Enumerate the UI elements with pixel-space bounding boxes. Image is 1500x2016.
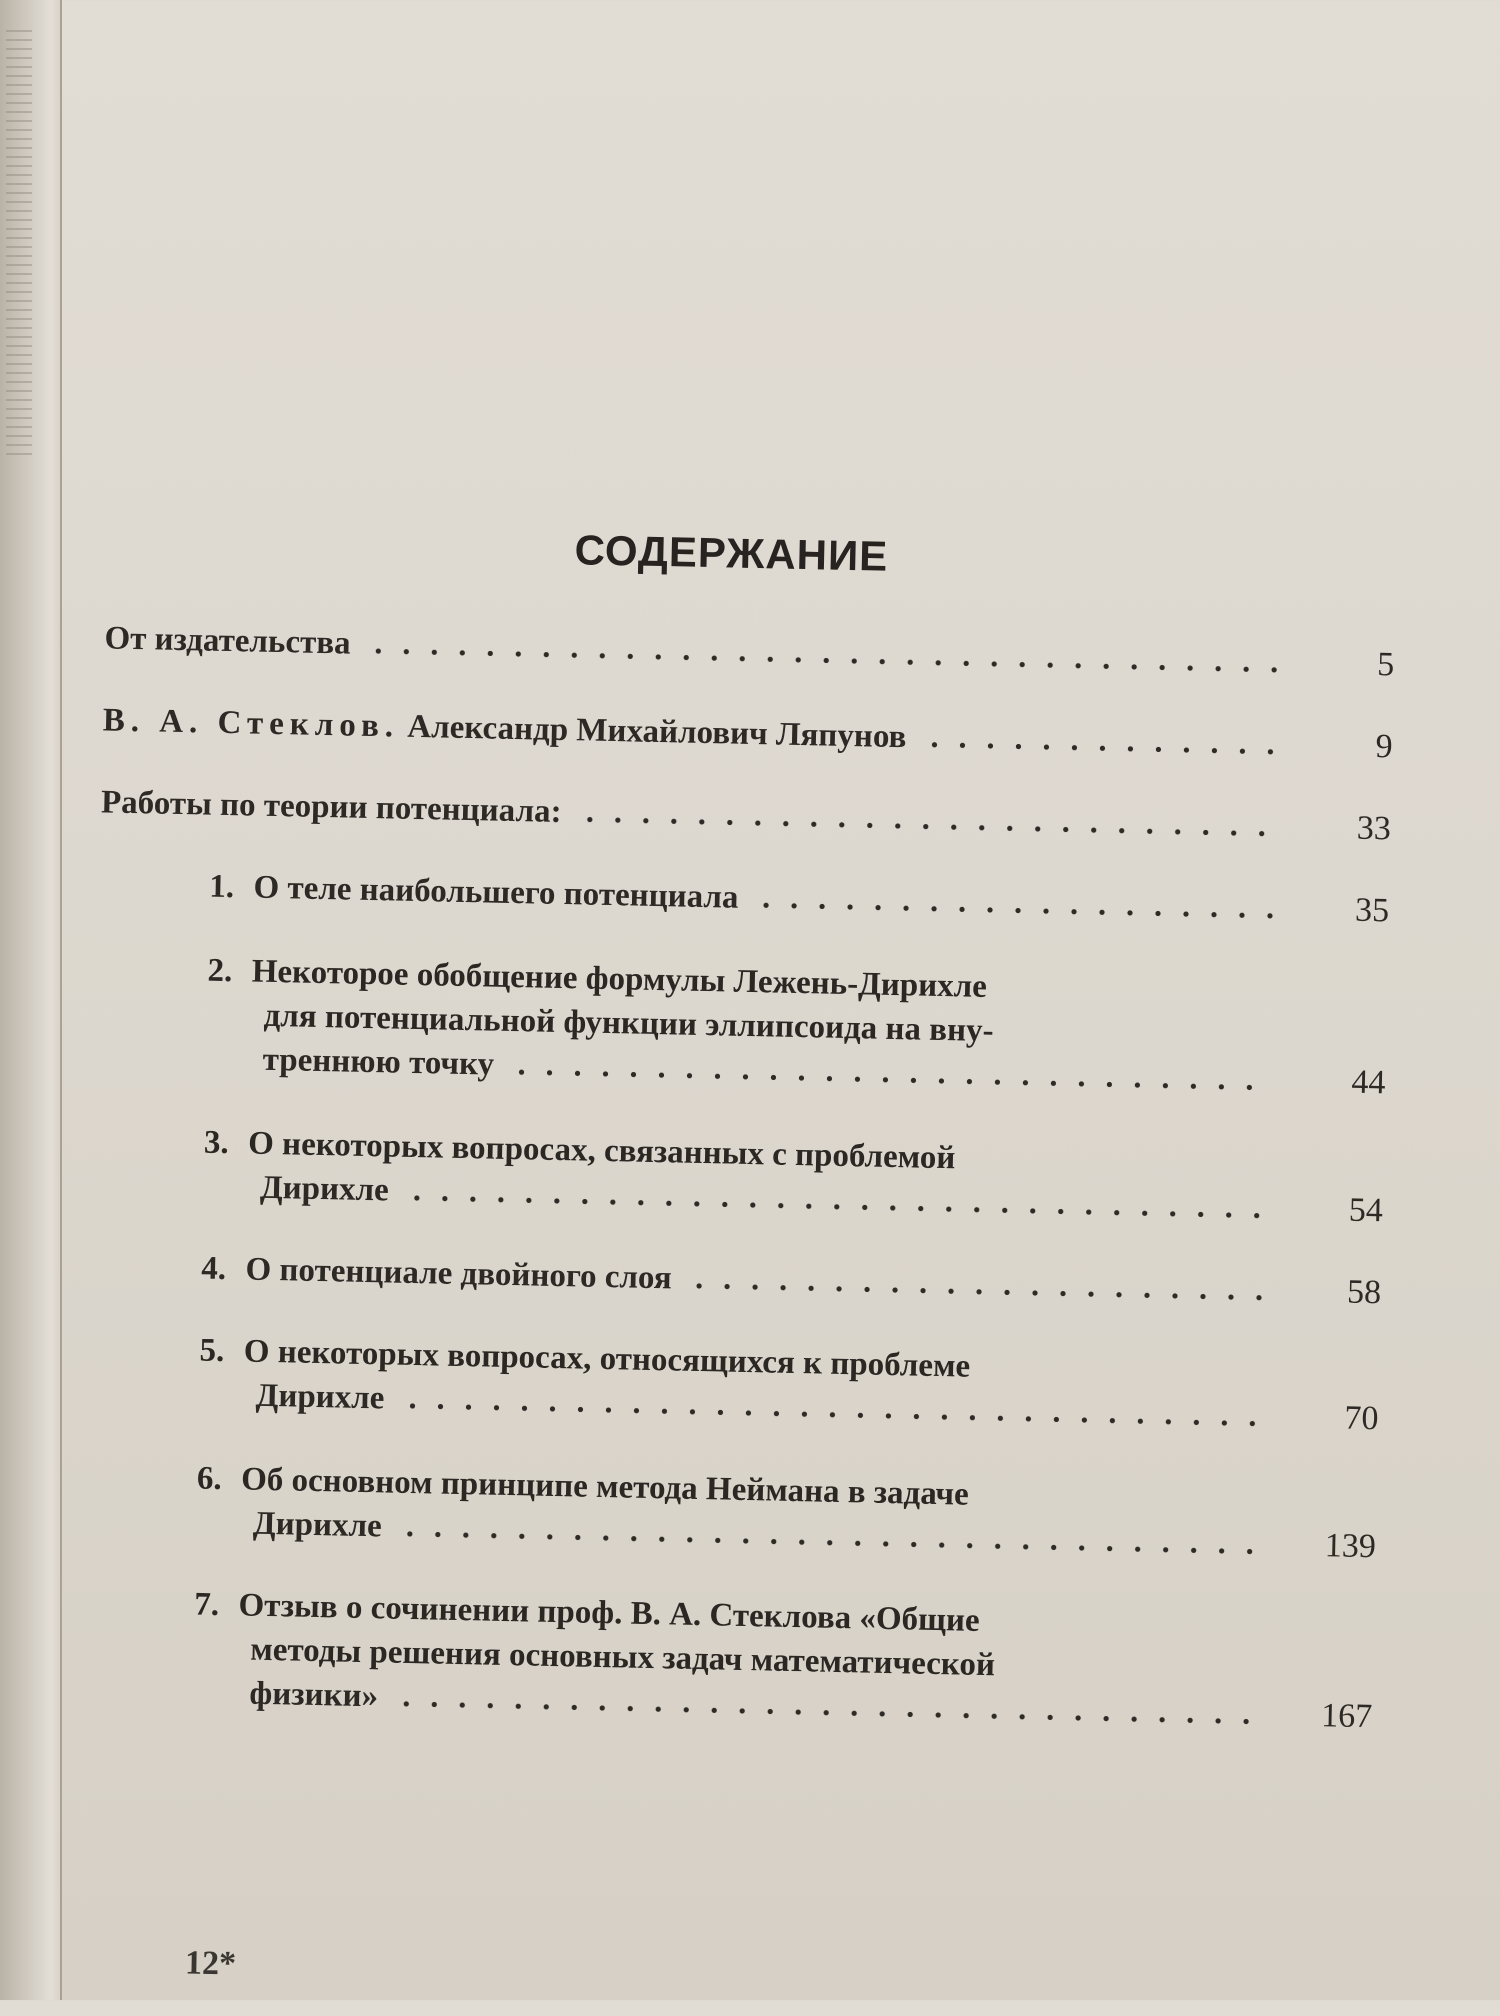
dot-leader <box>396 1531 1261 1555</box>
item-line-1: Некоторое обобщение формулы Лежень-Дирихле <box>251 953 988 1005</box>
dot-leader <box>398 1403 1263 1427</box>
item-number: 5. <box>199 1332 225 1370</box>
page-number: 35 <box>1354 891 1390 930</box>
dot-leader <box>752 902 1274 919</box>
item-line-1: О некоторых вопросах, относящихся к проблеме <box>243 1333 971 1385</box>
item-line-3: физики» <box>249 1675 379 1715</box>
item-number: 4. <box>200 1250 227 1288</box>
item-number: 1. <box>208 868 235 906</box>
entry-title: Александр Михайлович Ляпунов <box>406 708 907 756</box>
item-title: О потенциале двойного слоя <box>245 1251 673 1297</box>
page-title: СОДЕРЖАНИЕ <box>574 526 889 580</box>
page-number: 167 <box>1320 1697 1373 1736</box>
dot-leader <box>392 1701 1257 1725</box>
page-number: 139 <box>1324 1527 1377 1566</box>
entry-author: В. А. Стеклов. <box>102 702 400 745</box>
entry-text: От издательства <box>104 620 352 662</box>
page-number: 5 <box>1376 646 1395 684</box>
dot-leader <box>364 648 1279 673</box>
dot-leader <box>686 1283 1267 1301</box>
item-title: О теле наибольшего потенциала <box>253 869 739 916</box>
page-number: 58 <box>1346 1273 1382 1312</box>
dot-leader <box>575 816 1275 837</box>
dot-leader <box>920 741 1277 754</box>
item-number: 6. <box>196 1460 223 1498</box>
dot-leader <box>508 1069 1271 1091</box>
page-number: 70 <box>1344 1399 1379 1438</box>
toc-item-1 <box>209 865 1390 934</box>
item-line-2: методы решения основных задач математической <box>250 1631 996 1684</box>
page-number: 44 <box>1351 1063 1386 1102</box>
entry-text <box>102 698 907 759</box>
item-line-3: треннюю точку <box>262 1041 495 1083</box>
item-line-2: Дирихле <box>252 1505 383 1545</box>
item-number: 7. <box>193 1586 220 1623</box>
item-line-1: О некоторых вопросах, связанных с проблемой <box>247 1125 956 1177</box>
entry-text <box>209 865 739 920</box>
item-number: 3. <box>203 1124 230 1162</box>
item-line-2: для потенциальной функции эллипсоида на вну- <box>263 997 994 1050</box>
item-line-2: Дирихле <box>255 1377 385 1417</box>
item-number: 2. <box>207 952 233 990</box>
page-number: 33 <box>1356 809 1392 848</box>
toc-item-4 <box>201 1247 1382 1316</box>
toc-entry-publisher <box>104 616 1395 687</box>
toc-entry-potential-works <box>101 780 1392 851</box>
signature-mark: 12* <box>184 1944 237 1983</box>
toc-entry-lyapunov-bio <box>102 698 1393 769</box>
entry-text: Работы по теории потенциала: <box>100 784 562 830</box>
page-number: 9 <box>1375 728 1393 766</box>
entry-text <box>201 1247 672 1301</box>
item-line-2: Дирихле <box>259 1169 390 1209</box>
dot-leader <box>403 1195 1268 1219</box>
item-line-1: Отзыв о сочинении проф. В. А. Стеклова «Общие <box>238 1587 981 1639</box>
item-line-1: Об основном принципе метода Неймана в задаче <box>240 1461 970 1513</box>
page-number: 54 <box>1348 1191 1384 1230</box>
